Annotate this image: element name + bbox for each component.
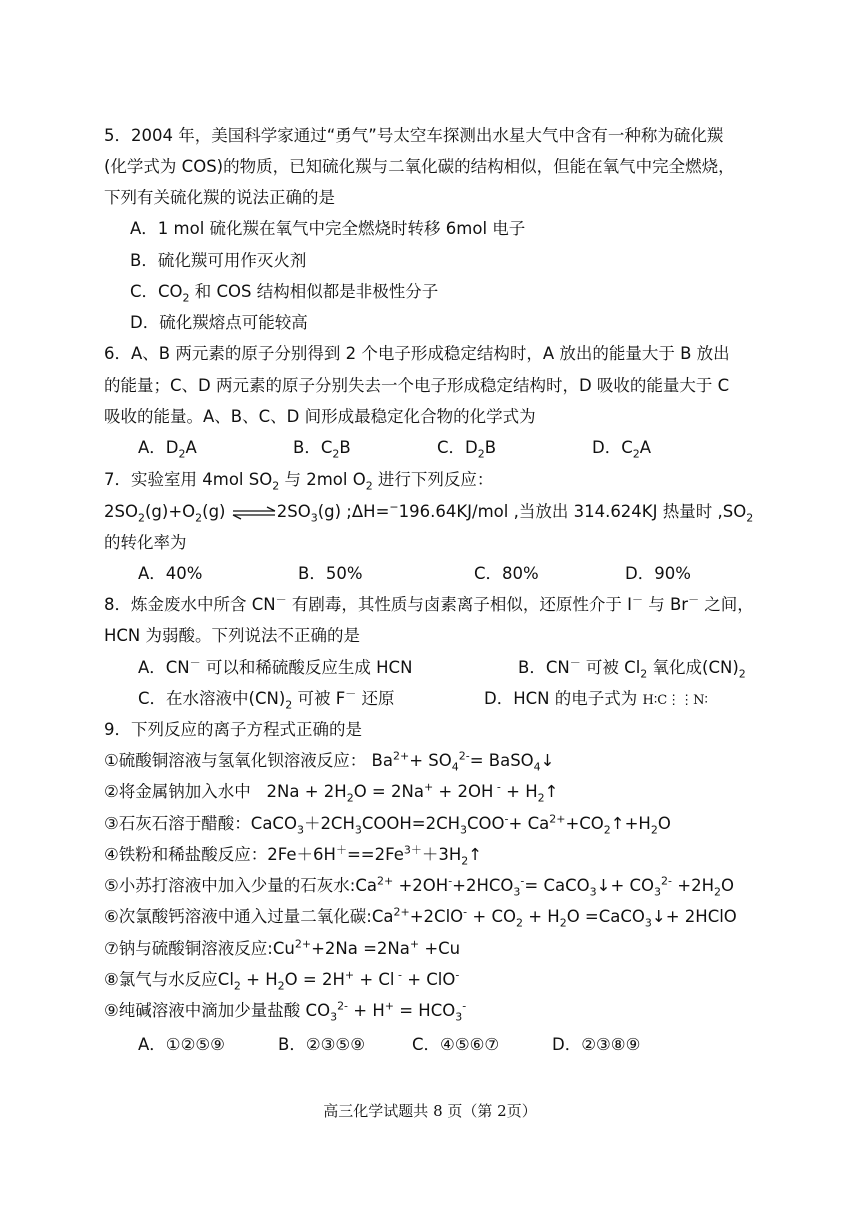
q5-stem-line3: 下列有关硫化羰的说法正确的是 — [104, 188, 335, 207]
q5-option-a: A．1 mol 硫化羰在氧气中完全燃烧时转移 6mol 电子 — [130, 219, 526, 238]
q9-reaction-2: ②将金属钠加入水中 $2Na + 2H_2O = 2Na^+ + 2OH$ $^- + H_2↑$ — [104, 780, 559, 805]
q5-stem-line2: (化学式为 COS)的物质，已知硫化羰与二氧化碳的结构相似，但能在氧气中完全燃烧， — [104, 157, 735, 176]
q9-reaction-3: ③石灰石溶于醋酸：$CaCO_3+2CH_3COOH=2CH_3COO^-+$ $Ca^{2+}+CO_2↑+H_2O$ — [104, 812, 671, 837]
q9-reaction-4: ④铁粉和稀盐酸反应：$2Fe+6H^+==2Fe^{3+}+3H_2↑$ — [104, 843, 483, 868]
equilibrium-arrow-icon — [231, 506, 277, 520]
q7-option-b: B．50% — [298, 564, 363, 583]
q5-stem-line1: 5．2004 年，美国科学家通过“勇气”号太空车探测出水星大气中含有一种称为硫化羰 — [104, 126, 724, 145]
q8-option-a: A．CN－ 可以和稀硫酸反应生成 HCN — [138, 656, 413, 677]
q9-reaction-8: ⑧氯气与水反应$Cl_2 + H_2O = 2H^+ + Cl$ - + ClO- — [104, 968, 460, 993]
q9-option-b: B．②③⑤⑨ — [278, 1035, 365, 1054]
q6-stem-line1: 6．A、B 两元素的原子分别得到 2 个电子形成稳定结构时，A 放出的能量大于 B 放出 — [104, 344, 730, 363]
q6-option-c: C．$D_2B$ — [437, 438, 497, 461]
q6-stem-line2: 的能量；C、D 两元素的原子分别失去一个电子形成稳定结构时，D 吸收的能量大于 C — [104, 376, 730, 395]
q9-reaction-1: ①硫酸铜溶液与氢氧化钡溶液反应： $Ba^{2+}+ SO_4^{2-}=$ BaSO$_4$↓ — [104, 749, 555, 774]
q8-option-b: B．CN－ 可被 $Cl_2$ 氧化成$(CN)_2$ — [518, 656, 746, 681]
q9-stem: 9．下列反应的离子方程式正确的是 — [104, 720, 362, 739]
q6-option-a: A．$D_2A$ — [138, 438, 197, 461]
page-footer: 高三化学试题共 8 页（第 2页） — [323, 1102, 537, 1120]
q9-reaction-6: ⑥次氯酸钙溶液中通入过量二氧化碳$:Ca^{2+}+2ClO^- + CO_2 + H_2O$ =CaCO$_3$↓+ 2HClO — [104, 905, 737, 930]
q8-stem-line2: HCN 为弱酸。下列说法不正确的是 — [104, 626, 361, 645]
q7-stem-line3: 的转化率为 — [104, 533, 187, 552]
q6-stem-line3: 吸收的能量。A、B、C、D 间形成最稳定化合物的化学式为 — [104, 407, 536, 426]
q8-option-d: D．HCN 的电子式为 H∶C⋮⋮N∶ — [484, 689, 708, 708]
q9-option-a: A．①②⑤⑨ — [138, 1035, 225, 1054]
q9-option-c: C．④⑤⑥⑦ — [412, 1035, 500, 1054]
q7-option-a: A．40% — [138, 564, 203, 583]
q5-option-d: D．硫化羰熔点可能较高 — [130, 313, 308, 332]
q8-option-c: C．在水溶液中$(CN)_2$ 可被 F－ 还原 — [138, 687, 395, 712]
q7-option-d: D．90% — [625, 564, 691, 583]
q9-reaction-9: ⑨纯碱溶液中滴加少量盐酸 $CO_3^{2-} + H^+ = HCO_3^-$ — [104, 999, 467, 1024]
q7-stem-line1: 7．实验室用 4mol $SO_2$ 与 2mol $O_2$ 进行下列反应： — [104, 470, 494, 493]
hcn-electron-formula: H∶C⋮⋮N∶ — [642, 693, 708, 708]
q8-stem-line1: 8．炼金废水中所含 CN－ 有剧毒，其性质与卤素离子相似，还原性介于 I－ 与 Br－ 之间， — [104, 593, 754, 614]
q7-equation: $2SO_2(g)+O_2(g)$ $2SO_3(g)$ ;ΔH=−196.64KJ/mol ,当放出 314.624KJ 热量时 $,SO_2$ — [104, 500, 754, 525]
q9-reaction-7: ⑦钠与硫酸铜溶液反应$:Cu^{2+}+2Na =2Na^+ +Cu$ — [104, 937, 461, 958]
q9-option-d: D．②③⑧⑨ — [552, 1035, 641, 1054]
q7-option-c: C．80% — [474, 564, 539, 583]
q6-option-d: D．$C_2A$ — [592, 438, 652, 461]
q5-option-c: C．$CO_2$ 和 COS 结构相似都是非极性分子 — [130, 282, 439, 305]
q6-option-b: B．$C_2B$ — [293, 438, 351, 461]
q9-reaction-5: ⑤小苏打溶液中加入少量的石灰水$:Ca^{2+} +2OH^-+2HCO_3^-=$ CaCO$_3$↓+ $CO_3^{2-} +2H_2O$ — [104, 874, 734, 899]
q5-option-b: B．硫化羰可用作灭火剂 — [130, 251, 307, 270]
